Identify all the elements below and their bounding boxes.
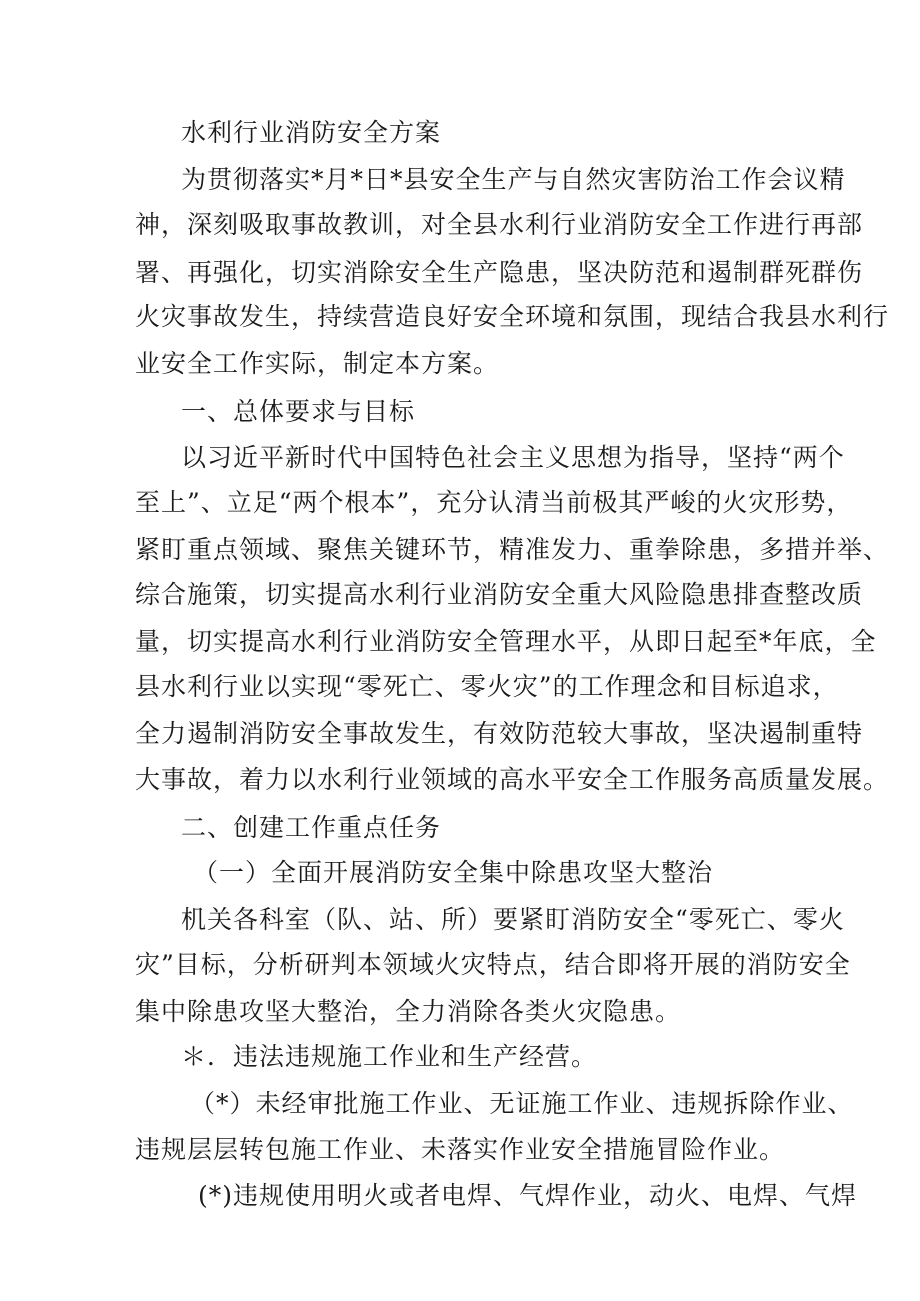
section-heading: 二、创建工作重点任务 (181, 813, 442, 842)
paragraph-line: 综合施策，切实提高水利行业消防安全重大风险隐患排查整改质 (135, 580, 864, 609)
subsection-heading: （一）全面开展消防安全集中除患攻坚大整治 (193, 858, 714, 887)
paragraph-line: 机关各科室（队、站、所）要紧盯消防安全“零死亡、零火 (181, 905, 845, 934)
paragraph-line: 业安全工作实际，制定本方案。 (135, 349, 500, 378)
paragraph-line: 灾”目标，分析研判本领域火灾特点，结合即将开展的消防安全 (135, 950, 851, 979)
paragraph-line: 神，深刻吸取事故教训，对全县水利行业消防安全工作进行再部 (135, 210, 864, 239)
paragraph-line: 量，切实提高水利行业消防安全管理水平，从即日起至*年底，全 (135, 627, 877, 656)
paragraph-line: 县水利行业以实现“零死亡、零火灾”的工作理念和目标追求， (135, 672, 839, 701)
paragraph-line: 紧盯重点领域、聚焦关键环节，精准发力、重拳除患，多措并举、 (135, 535, 890, 564)
list-item: （*）未经审批施工作业、无证施工作业、违规拆除作业、 (190, 1089, 854, 1118)
paragraph-line: 集中除患攻坚大整治，全力消除各类火灾隐患。 (135, 997, 682, 1026)
paragraph-line: 火灾事故发生，持续营造良好安全环境和氛围，现结合我县水利行 (135, 302, 890, 331)
paragraph-line: 为贯彻落实*月*日*县安全生产与自然灾害防治工作会议精 (181, 165, 846, 194)
paragraph-line: 以习近平新时代中国特色社会主义思想为指导，坚持“两个 (181, 443, 845, 472)
paragraph-line: 大事故，着力以水利行业领域的高水平安全工作服务高质量发展。 (135, 765, 890, 794)
list-item: (*)违规使用明火或者电焊、气焊作业，动火、电焊、气焊 (198, 1181, 858, 1210)
document-title: 水利行业消防安全方案 (181, 118, 442, 147)
section-heading: 一、总体要求与目标 (181, 397, 416, 426)
paragraph-line: 全力遏制消防安全事故发生，有效防范较大事故，坚决遏制重特 (135, 719, 864, 748)
paragraph-line: 至上”、立足“两个根本”，充分认清当前极其严峻的火灾形势， (135, 488, 853, 517)
list-heading: ＊．违法违规施工作业和生产经营。 (181, 1042, 598, 1071)
list-item-continuation: 违规层层转包施工作业、未落实作业安全措施冒险作业。 (135, 1135, 786, 1164)
paragraph-line: 署、再强化，切实消除安全生产隐患，坚决防范和遏制群死群伤 (135, 258, 864, 287)
